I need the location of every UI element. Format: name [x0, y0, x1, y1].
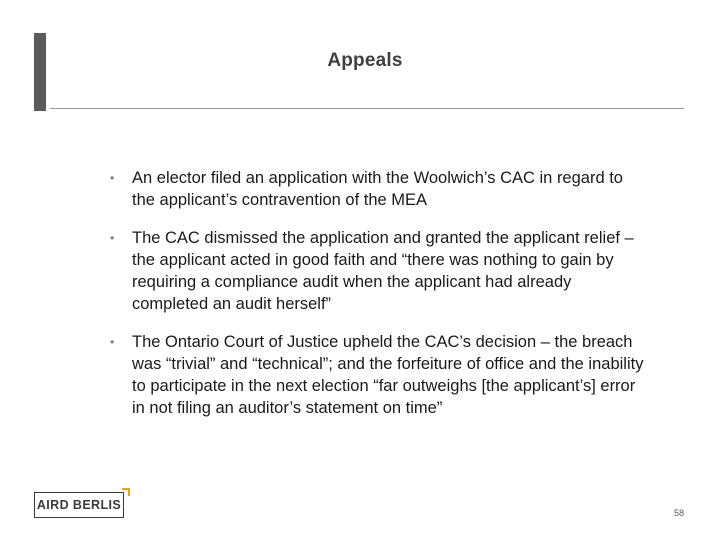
bullet-icon: • — [110, 171, 115, 185]
logo-corner-accent — [122, 488, 130, 496]
bullet-item — [108, 227, 648, 315]
title-accent-bar — [34, 33, 46, 111]
bullet-text: The CAC dismissed the application and granted the applicant relief – the applicant acted in good faith and “there was nothing to gain by requiring a compliance audit when the applicant had already completed an audit herself” — [132, 229, 634, 313]
bullet-item — [108, 331, 648, 419]
bullet-list — [108, 167, 648, 419]
slide-title: Appeals — [327, 50, 403, 71]
logo-text: AIRD BERLIS — [36, 498, 122, 512]
bullet-text: An elector filed an application with the Woolwich’s CAC in regard to the applicant’s contravention of the MEA — [132, 169, 623, 209]
bullet-icon: • — [110, 231, 115, 245]
title-divider — [50, 108, 684, 109]
bullet-text: The Ontario Court of Justice upheld the CAC’s decision – the breach was “trivial” and “technical”; and the forfeiture of office and the inability to participate in the next election “far outweighs [the applicant’s] error in not filing an auditor’s statement on time” — [132, 333, 644, 417]
bullet-item — [108, 167, 648, 211]
aird-berlis-logo — [34, 488, 130, 520]
page-number: 58 — [673, 508, 684, 518]
bullet-icon: • — [110, 335, 115, 349]
